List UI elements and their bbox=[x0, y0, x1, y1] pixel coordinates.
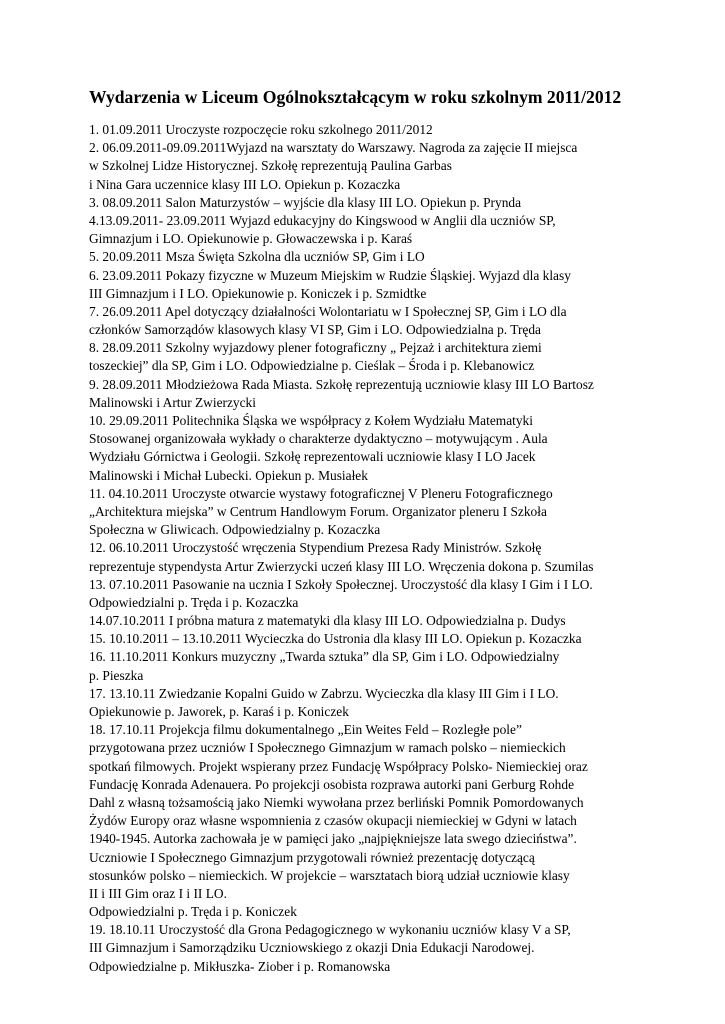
event-line: przygotowana przez uczniów I Społecznego Gimnazjum w ramach polsko – niemieckich bbox=[89, 740, 566, 756]
event-line: 9. 28.09.2011 Młodzieżowa Rada Miasta. Szkołę reprezentują uczniowie klasy III LO Bartosz bbox=[89, 376, 594, 392]
event-line: 10. 29.09.2011 Politechnika Śląska we współpracy z Kołem Wydziału Matematyki bbox=[89, 413, 533, 428]
event-line: Malinowski i Artur Zwierzycki bbox=[89, 394, 256, 410]
event-line: III Gimnazjum i I LO. Opiekunowie p. Koniczek i p. Szmidtke bbox=[89, 285, 427, 301]
event-line: Odpowiedzialni p. Tręda i p. Koniczek bbox=[89, 904, 297, 920]
event-line: członków Samorządów klasowych klasy VI SP, Gim i LO. Odpowiedzialna p. Tręda bbox=[89, 322, 541, 338]
event-line: 12. 06.10.2011 Uroczystość wręczenia Stypendium Prezesa Rady Ministrów. Szkołę bbox=[89, 540, 542, 556]
event-line: 13. 07.10.2011 Pasowanie na ucznia I Szkoły Społecznej. Uroczystość dla klasy I Gim i I LO. bbox=[89, 576, 593, 592]
event-line: 14.07.10.2011 I próbna matura z matematyki dla klasy III LO. Odpowiedzialna p. Dudys bbox=[89, 613, 566, 629]
event-line: i Nina Gara uczennice klasy III LO. Opiekun p. Kozaczka bbox=[89, 176, 401, 192]
document-title: Wydarzenia w Liceum Ogólnokształcącym w roku szkolnym 2011/2012 bbox=[89, 87, 622, 107]
event-line: Odpowiedzialni p. Tręda i p. Kozaczka bbox=[89, 594, 299, 610]
event-line: w Szkolnej Lidze Historycznej. Szkołę reprezentują Paulina Garbas bbox=[89, 158, 452, 174]
event-line: II i III Gim oraz I i II LO. bbox=[89, 885, 227, 901]
event-line: 11. 04.10.2011 Uroczyste otwarcie wystawy fotograficznej V Pleneru Fotograficznego bbox=[89, 485, 553, 501]
event-line: 5. 20.09.2011 Msza Święta Szkolna dla uczniów SP, Gim i LO bbox=[89, 249, 425, 265]
event-line: Wydziału Górnictwa i Geologii. Szkołę reprezentowali uczniowie klasy I LO Jacek bbox=[89, 449, 536, 465]
event-line: 3. 08.09.2011 Salon Maturzystów – wyjście dla klasy III LO. Opiekun p. Prynda bbox=[89, 194, 522, 210]
event-line: 8. 28.09.2011 Szkolny wyjazdowy plener fotograficzny „ Pejzaż i architektura ziemi bbox=[89, 340, 542, 356]
event-line: Gimnazjum i LO. Opiekunowie p. Głowaczewska i p. Karaś bbox=[89, 231, 413, 247]
event-line: p. Pieszka bbox=[89, 667, 144, 683]
event-line: Malinowski i Michał Lubecki. Opiekun p. Musiałek bbox=[89, 467, 368, 483]
event-line: Opiekunowie p. Jaworek, p. Karaś i p. Koniczek bbox=[89, 704, 349, 719]
event-line: Społeczna w Gliwicach. Odpowiedzialny p. Kozaczka bbox=[89, 522, 381, 538]
event-line: 2. 06.09.2011-09.09.2011Wyjazd na warsztaty do Warszawy. Nagroda za zajęcie II miejsca bbox=[89, 140, 578, 156]
event-line: Stosowanej organizowała wykłady o charakterze dydaktyczno – motywującym . Aula bbox=[89, 431, 548, 447]
event-line: 17. 13.10.11 Zwiedzanie Kopalni Guido w Zabrzu. Wycieczka dla klasy III Gim i I LO. bbox=[89, 685, 559, 701]
event-line: 6. 23.09.2011 Pokazy fizyczne w Muzeum Miejskim w Rudzie Śląskiej. Wyjazd dla klasy bbox=[89, 267, 571, 283]
event-line: III Gimnazjum i Samorządziku Uczniowskiego z okazji Dnia Edukacji Narodowej. bbox=[89, 940, 535, 956]
event-line: Fundację Konrada Adenauera. Po projekcji osobista rozprawa autorki pani Gerburg Rohde bbox=[89, 776, 575, 792]
event-line: 15. 10.10.2011 – 13.10.2011 Wycieczka do Ustronia dla klasy III LO. Opiekun p. Kozaczka bbox=[89, 631, 582, 647]
event-line: reprezentuje stypendysta Artur Zwierzycki uczeń klasy III LO. Wręczenia dokona p. Szumilas bbox=[89, 558, 594, 574]
event-line: 4.13.09.2011- 23.09.2011 Wyjazd edukacyjny do Kingswood w Anglii dla uczniów SP, bbox=[89, 212, 556, 228]
event-line: stosunków polsko – niemieckich. W projekcie – warsztatach biorą udział uczniowie klasy bbox=[89, 867, 570, 883]
event-line: Uczniowie I Społecznego Gimnazjum przygotowali również prezentację dotyczącą bbox=[89, 849, 535, 865]
event-line: 18. 17.10.11 Projekcja filmu dokumentalnego „Ein Weites Feld – Rozległe pole” bbox=[89, 722, 522, 738]
event-line: 1. 01.09.2011 Uroczyste rozpoczęcie roku szkolnego 2011/2012 bbox=[89, 122, 433, 137]
event-line: Dahl z własną tożsamością jako Niemki wywołana przez berliński Pomnik Pomordowanych bbox=[89, 794, 584, 810]
events-list bbox=[89, 121, 649, 976]
event-line: 7. 26.09.2011 Apel dotyczący działalności Wolontariatu w I Społecznej SP, Gim i LO dla bbox=[89, 303, 567, 319]
event-line: Odpowiedzialne p. Mikłuszka- Ziober i p. Romanowska bbox=[89, 958, 391, 974]
event-line: spotkań filmowych. Projekt wspierany przez Fundację Współpracy Polsko- Niemieckiej oraz bbox=[89, 758, 588, 774]
event-line: 16. 11.10.2011 Konkurs muzyczny „Twarda sztuka” dla SP, Gim i LO. Odpowiedzialny bbox=[89, 649, 560, 665]
event-line: toszeckiej” dla SP, Gim i LO. Odpowiedzialne p. Cieślak – Środa i p. Klebanowicz bbox=[89, 358, 535, 374]
event-line: „Architektura miejska” w Centrum Handlowym Forum. Organizator pleneru I Szkoła bbox=[89, 503, 547, 519]
event-line: 19. 18.10.11 Uroczystość dla Grona Pedagogicznego w wykonaniu uczniów klasy V a SP, bbox=[89, 922, 571, 938]
event-line: Żydów Europy oraz własne wspomnienia z czasów okupacji niemieckiej w Gdyni w latach bbox=[89, 813, 577, 829]
event-line: 1940-1945. Autorka zachowała je w pamięci jako „najpiękniejsze lata swego dzieciństwa”. bbox=[89, 831, 577, 847]
